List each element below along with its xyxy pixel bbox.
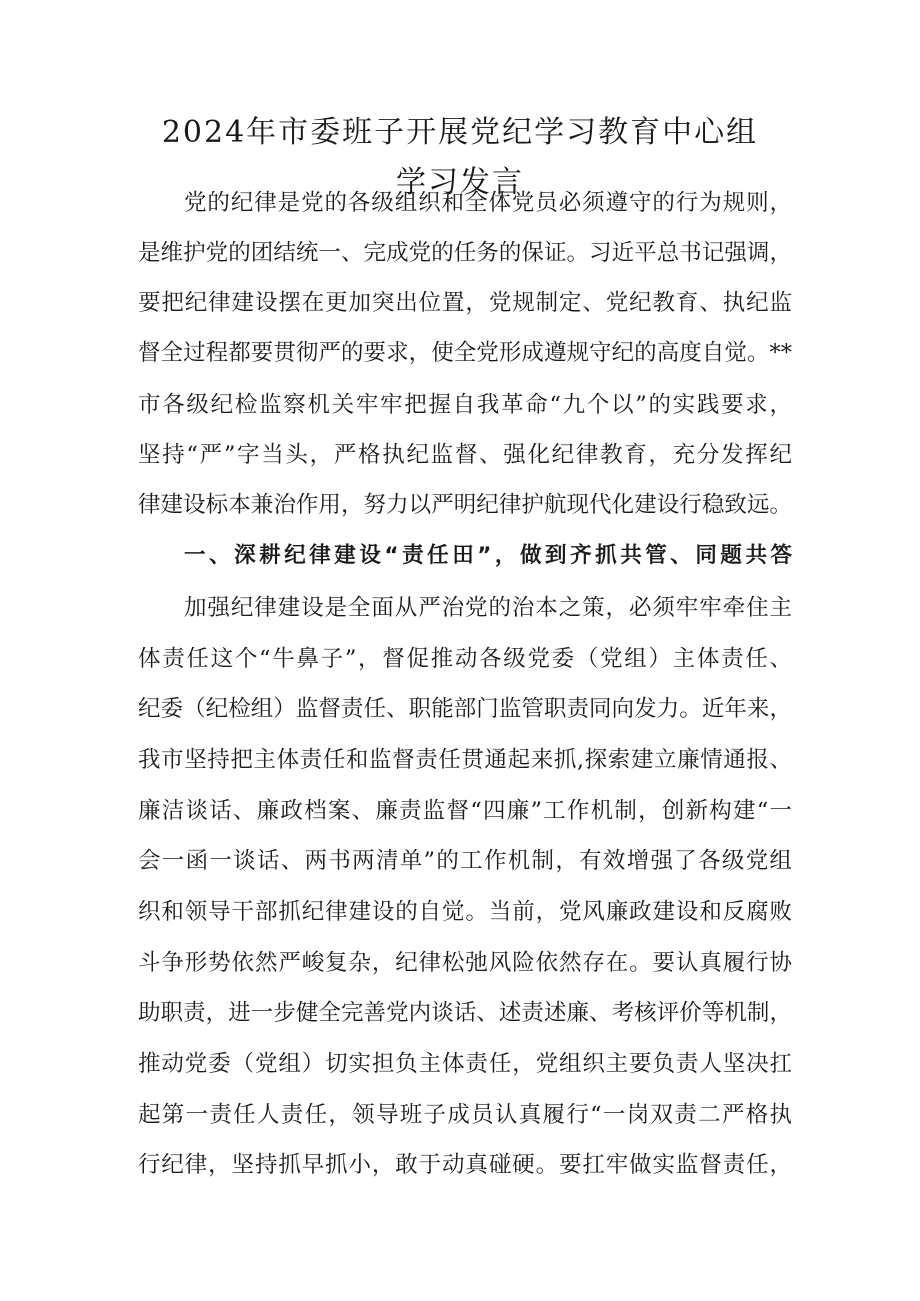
section-1-paragraph-line: 行纪律，坚持抓早抓小，敢于动真碰硬。要扛牢做实监督责任， (138, 1152, 792, 1178)
section-1-paragraph-line: 助职责，进一步健全完善党内谈话、述责述廉、考核评价等机制， (138, 1000, 792, 1026)
section-1-heading: 一、深耕纪律建设“责任田”，做到齐抓共管、同题共答 (184, 543, 792, 568)
document-title-line-2: 学习发言 (396, 165, 524, 200)
document-title-line-1: 2024年市委班子开展党纪学习教育中心组 (161, 115, 759, 150)
intro-paragraph-line: 市各级纪检监察机关牢牢把握自我革命“九个以”的实践要求， (138, 392, 792, 418)
section-1-paragraph-line: 加强纪律建设是全面从严治党的治本之策，必须牢牢牵住主 (184, 595, 792, 621)
section-1-paragraph-line: 廉洁谈话、廉政档案、廉责监督“四廉”工作机制，创新构建“一 (138, 798, 792, 824)
section-1-paragraph-line: 体责任这个“牛鼻子”，督促推动各级党委（党组）主体责任、 (138, 646, 792, 672)
section-1-paragraph-line: 纪委（纪检组）监督责任、职能部门监管职责同向发力。近年来， (138, 696, 792, 722)
intro-paragraph-line: 是维护党的团结统一、完成党的任务的保证。习近平总书记强调， (138, 240, 792, 266)
section-1-paragraph-line: 斗争形势依然严峻复杂，纪律松弛风险依然存在。要认真履行协 (138, 950, 792, 976)
section-1-paragraph-line: 会一函一谈话、两书两清单”的工作机制，有效增强了各级党组 (138, 848, 792, 874)
section-1-paragraph-line: 织和领导干部抓纪律建设的自觉。当前，党风廉政建设和反腐败 (138, 899, 792, 925)
intro-paragraph-line: 督全过程都要贯彻严的要求，使全党形成遵规守纪的高度自觉。** (138, 340, 792, 366)
intro-paragraph-line: 党的纪律是党的各级组织和全体党员必须遵守的行为规则， (184, 190, 792, 216)
section-1-paragraph-line: 推动党委（党组）切实担负主体责任，党组织主要负责人坚决扛 (138, 1051, 792, 1077)
intro-paragraph-line: 坚持“严”字当头，严格执纪监督、强化纪律教育，充分发挥纪 (138, 442, 792, 468)
section-1-paragraph-line: 起第一责任人责任，领导班子成员认真履行“一岗双责二严格执 (138, 1102, 792, 1128)
intro-paragraph-line: 律建设标本兼治作用，努力以严明纪律护航现代化建设行稳致远。 (138, 492, 792, 518)
intro-paragraph-line: 要把纪律建设摆在更加突出位置，党规制定、党纪教育、执纪监 (138, 290, 792, 316)
section-1-paragraph-line: 我市坚持把主体责任和监督责任贯通起来抓,探索建立廉情通报、 (138, 747, 792, 773)
